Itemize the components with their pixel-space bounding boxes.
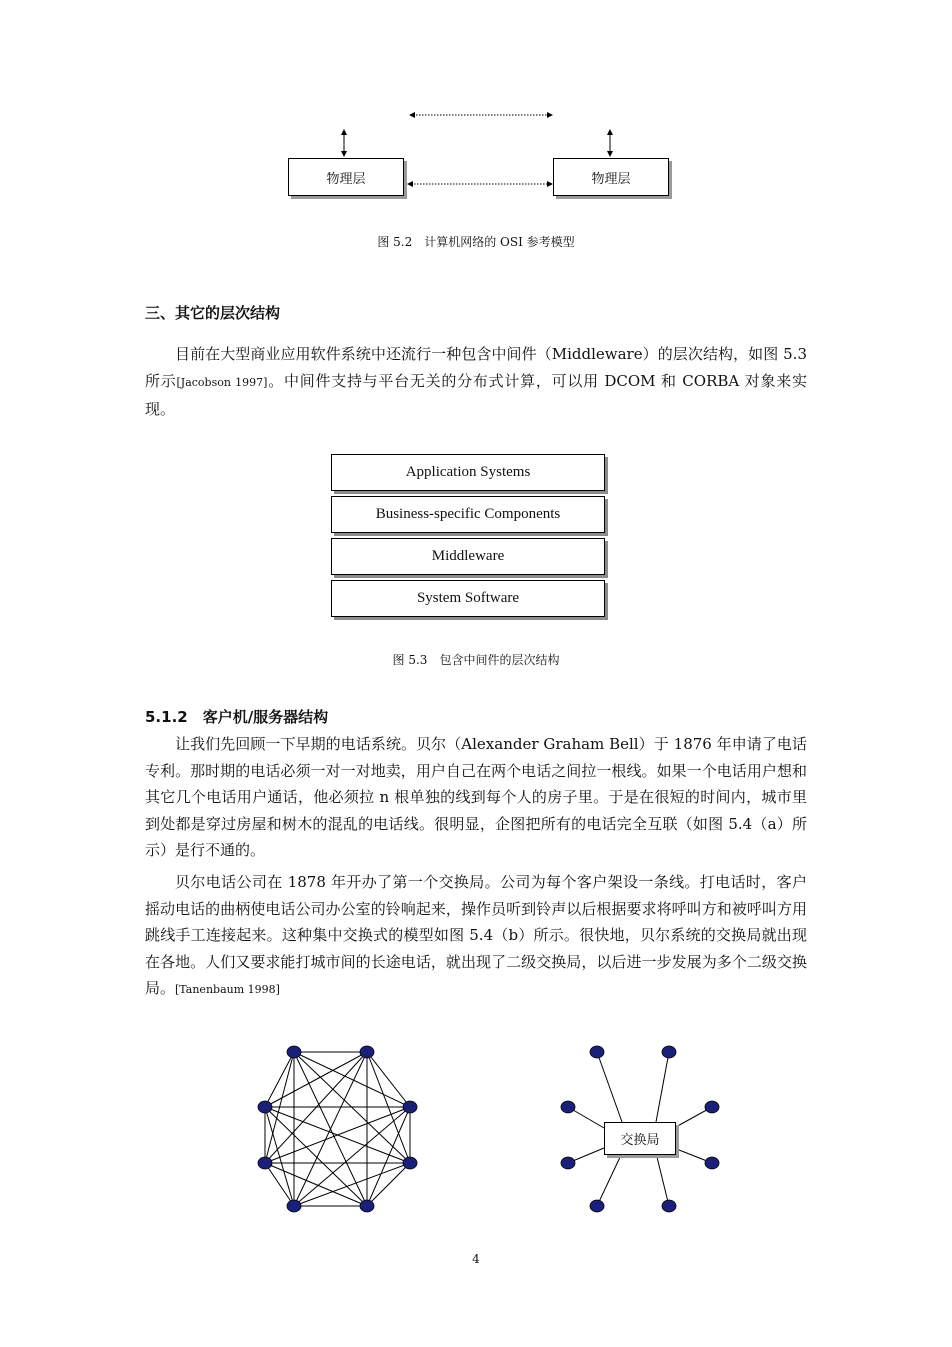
citation-jacobson: [Jacobson 1997] — [176, 375, 268, 389]
section-heading-client-server: 5.1.2 客户机/服务器结构 — [145, 708, 329, 726]
telephone-node — [360, 1200, 374, 1212]
section-heading-other-layers: 三、其它的层次结构 — [145, 304, 281, 322]
star-link — [597, 1153, 622, 1206]
star-link — [597, 1052, 622, 1122]
layer-application-systems: Application Systems — [331, 454, 605, 491]
layer-middleware: Middleware — [331, 538, 605, 575]
physical-layer-box-left: 物理层 — [288, 158, 404, 196]
telephone-node — [360, 1046, 374, 1058]
citation-tanenbaum: [Tanenbaum 1998] — [175, 983, 280, 996]
mesh-link — [367, 1052, 410, 1107]
telephone-node — [403, 1157, 417, 1169]
telephone-node — [561, 1157, 575, 1169]
star-link — [656, 1052, 669, 1122]
layer-business-components: Business-specific Components — [331, 496, 605, 533]
paragraph-middleware-text: 目前在大型商业应用软件系统中还流行一种包含中间件（Middleware）的层次结构，如图 5.3 所示 — [145, 345, 807, 390]
telephone-node — [561, 1101, 575, 1113]
exchange-office-box: 交换局 — [604, 1122, 676, 1155]
physical-layer-box-right: 物理层 — [553, 158, 669, 196]
telephone-node — [662, 1046, 676, 1058]
telephone-node — [287, 1046, 301, 1058]
telephone-network-figure — [0, 1030, 952, 1230]
osi-figure-lines — [0, 100, 952, 210]
telephone-node — [590, 1200, 604, 1212]
paragraph-middleware-tail: 。中间件支持与平台无关的分布式计算，可以用 DCOM 和 CORBA 对象来实现。 — [145, 371, 807, 418]
paragraph-telephone-history: 让我们先回顾一下早期的电话系统。贝尔（Alexander Graham Bell）于 1876 年申请了电话专利。那时期的电话必须一对一对地卖，用户自己在两个电话之间拉一根线。如果一个电话用户想和其它几个电话用户通话，他必须拉 n 根单独的线到每个人的房子里。于是在很短的时间内，城市里到处都是穿过房屋和树木的混乱的电话线。很明显，企图把所有的电话完全互联（如图 5.4（a）所示）是行不通的。 — [145, 735, 807, 859]
figure-5-3-caption: 图 5.3 包含中间件的层次结构 — [392, 653, 560, 667]
paragraph-middleware — [145, 341, 807, 423]
telephone-node — [662, 1200, 676, 1212]
telephone-node — [287, 1200, 301, 1212]
telephone-node — [705, 1157, 719, 1169]
figure-5-2-caption: 图 5.2 计算机网络的 OSI 参考模型 — [377, 235, 575, 249]
mesh-link — [367, 1163, 410, 1206]
telephone-node — [590, 1046, 604, 1058]
layer-system-software: System Software — [331, 580, 605, 617]
page-number: 4 — [472, 1252, 480, 1266]
star-link — [656, 1153, 669, 1206]
mesh-link — [265, 1107, 294, 1206]
paragraph-exchange — [145, 869, 807, 1004]
telephone-node — [403, 1101, 417, 1113]
telephone-node — [258, 1101, 272, 1113]
telephone-node — [705, 1101, 719, 1113]
telephone-node — [258, 1157, 272, 1169]
paragraph-exchange-text: 贝尔电话公司在 1878 年开办了第一个交换局。公司为每个客户架设一条线。打电话时，客户摇动电话的曲柄使电话公司办公室的铃响起来，操作员听到铃声以后根据要求将呼叫方和被呼叫方用跳线手工连接起来。这种集中交换式的模型如图 5.4（b）所示。很快地，贝尔系统的交换局就出现在各地。人们又要求能打城市间的长途电话，就出现了二级交换局，以后进一步发展为多个二级交换局。 — [145, 873, 807, 997]
